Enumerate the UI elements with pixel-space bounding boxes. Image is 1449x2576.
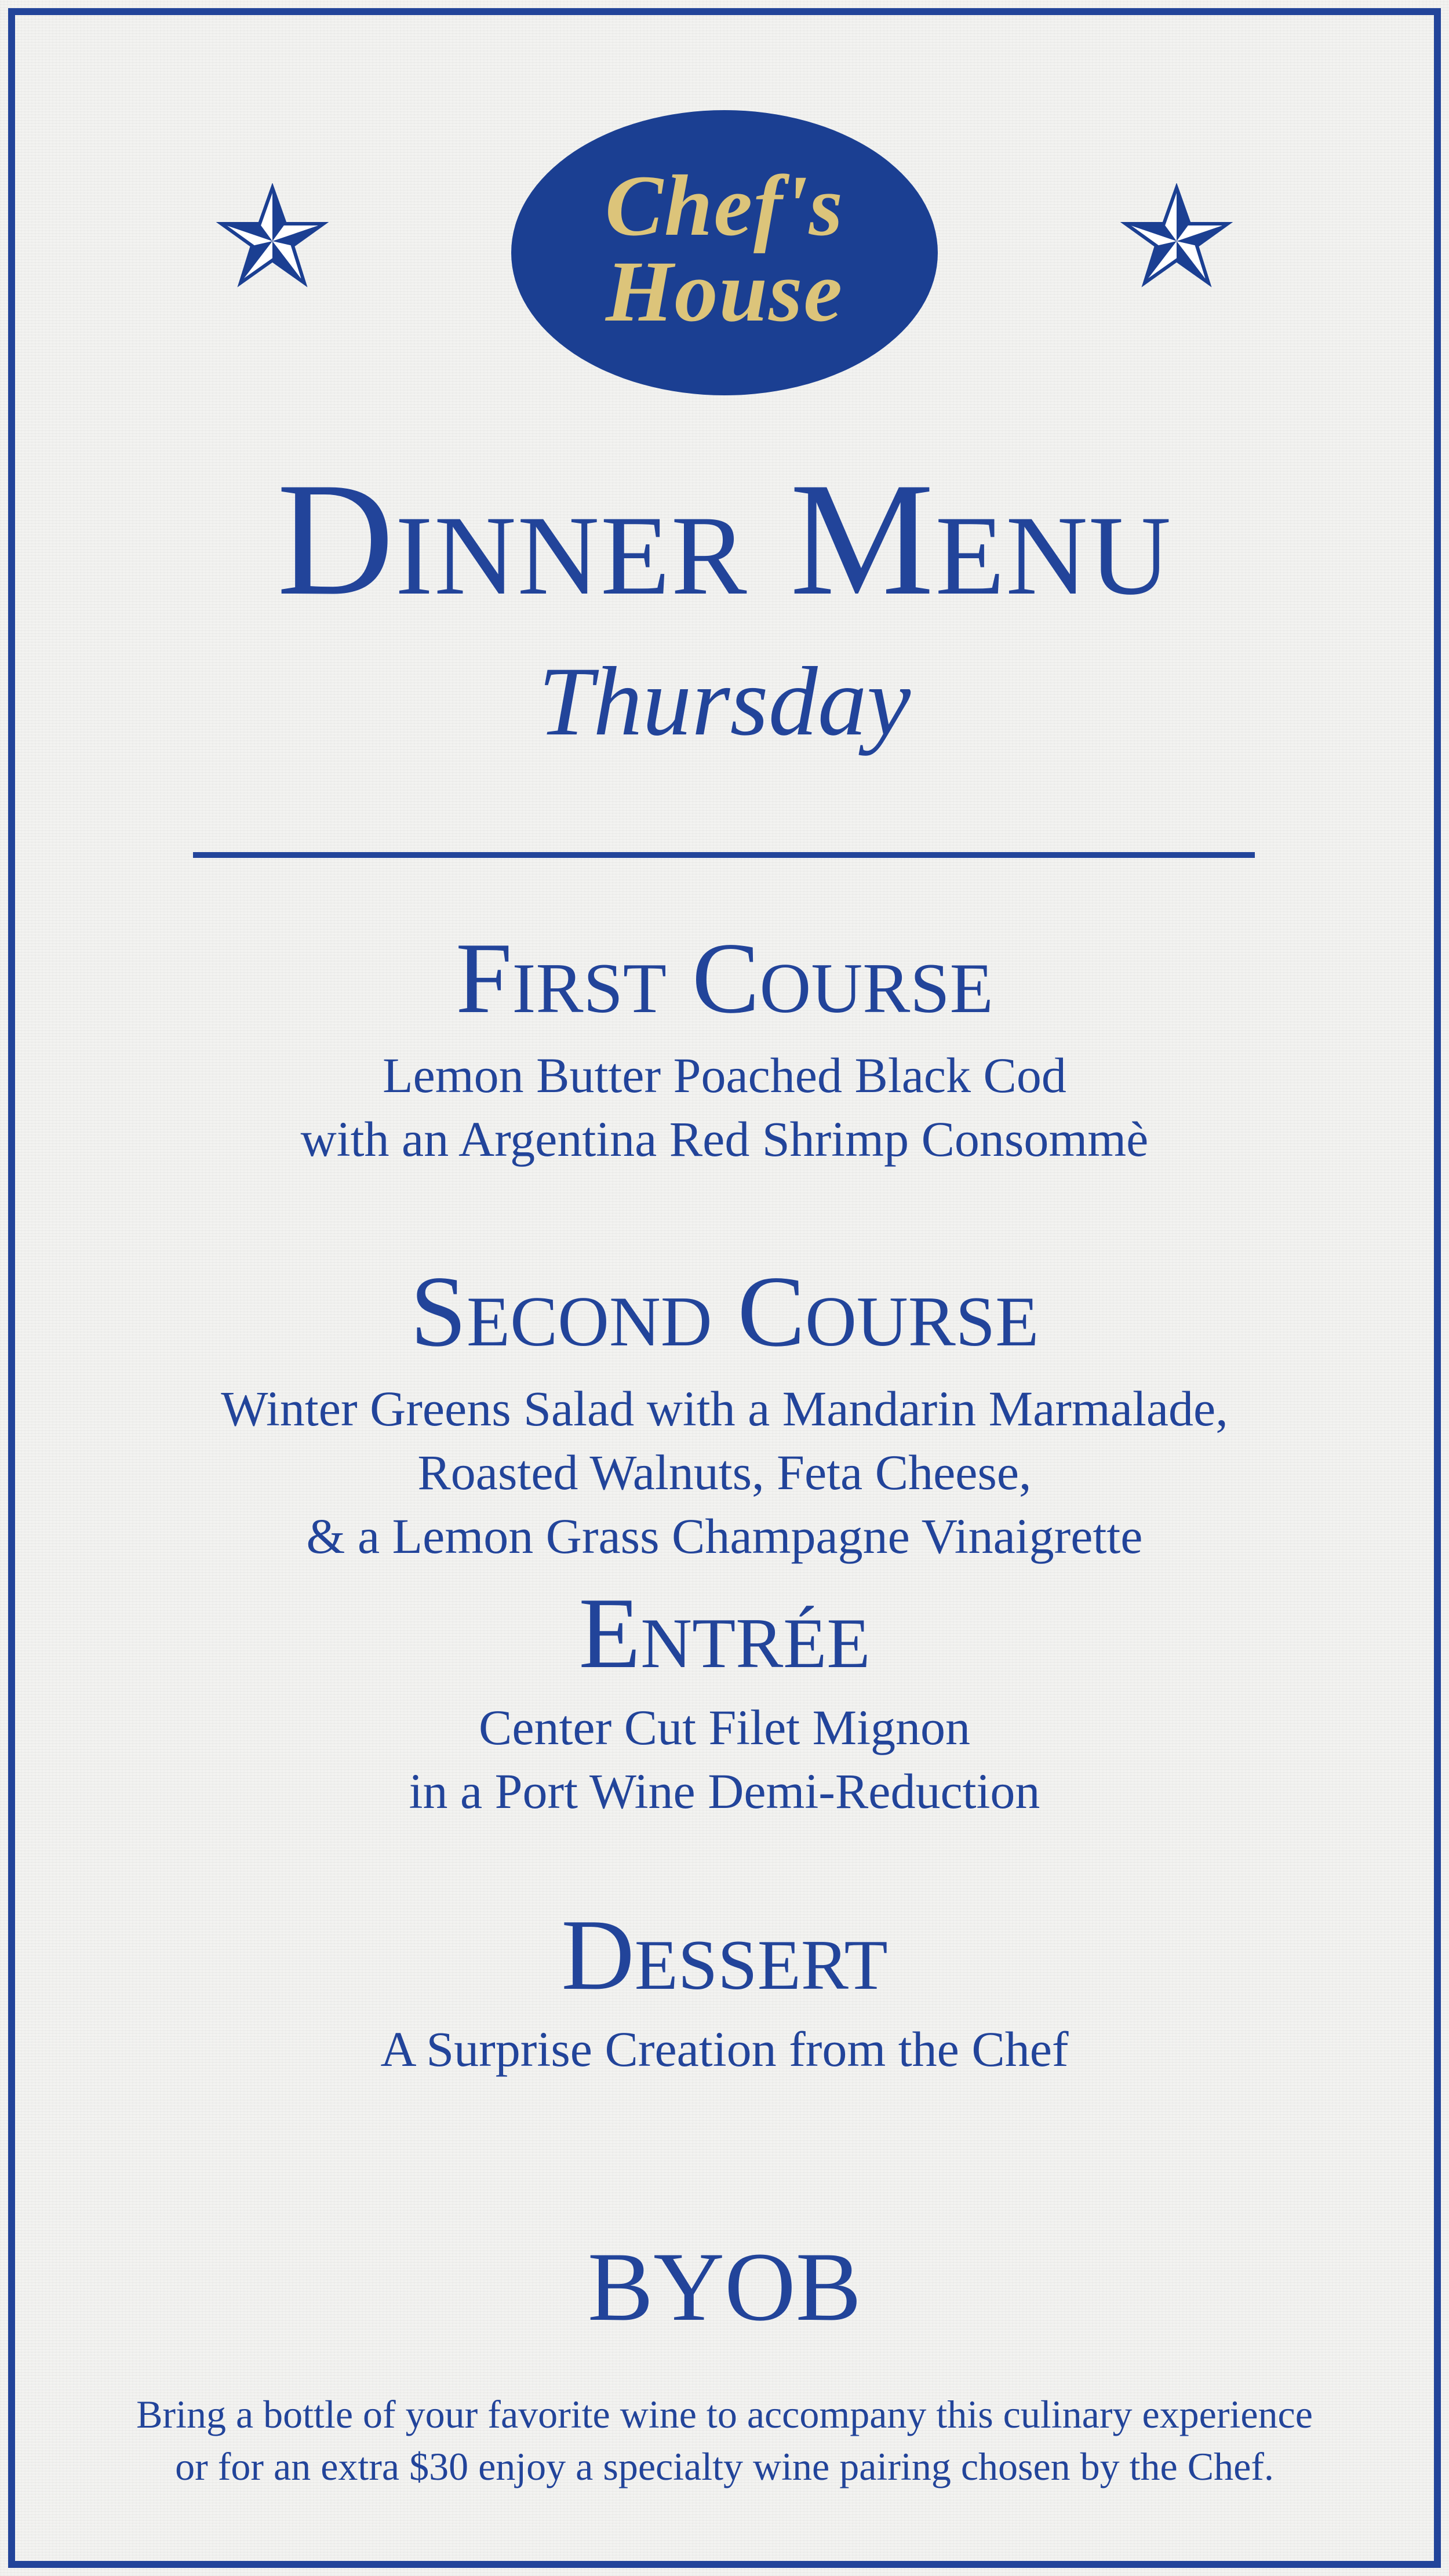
course-item-line: Roasted Walnuts, Feta Cheese, bbox=[417, 1445, 1032, 1500]
course-heading-second: Second Course bbox=[410, 1255, 1039, 1367]
logo-text-line-1: Chef's bbox=[605, 158, 844, 254]
course-item-line: & a Lemon Grass Champagne Vinaigrette bbox=[306, 1508, 1143, 1564]
header-divider bbox=[193, 852, 1255, 858]
byob-note-line: or for an extra $30 enjoy a specialty wine pairing chosen by the Chef. bbox=[175, 2444, 1274, 2488]
course-item-line: Winter Greens Salad with a Mandarin Marmalade, bbox=[221, 1381, 1228, 1436]
course-item-line: Center Cut Filet Mignon bbox=[478, 1700, 971, 1755]
course-item-line: A Surprise Creation from the Chef bbox=[380, 2021, 1069, 2077]
byob-heading: BYOB bbox=[587, 2232, 862, 2341]
logo-text-line-2: House bbox=[605, 243, 844, 340]
nautical-star-icon bbox=[1119, 183, 1235, 299]
menu-day: Thursday bbox=[538, 647, 911, 756]
course-heading-entree: Entrée bbox=[578, 1577, 871, 1689]
course-item-line: in a Port Wine Demi-Reduction bbox=[409, 1763, 1040, 1819]
byob-note-line: Bring a bottle of your favorite wine to accompany this culinary experience bbox=[136, 2392, 1313, 2436]
course-heading-first: First Course bbox=[456, 922, 993, 1034]
course-item-line: with an Argentina Red Shrimp Consommè bbox=[300, 1111, 1149, 1167]
course-heading-dessert: Dessert bbox=[561, 1898, 888, 2011]
menu-title: Dinner Menu bbox=[276, 449, 1173, 629]
course-item-line: Lemon Butter Poached Black Cod bbox=[383, 1047, 1066, 1103]
nautical-star-icon bbox=[214, 183, 330, 299]
chefs-house-logo bbox=[511, 110, 938, 395]
